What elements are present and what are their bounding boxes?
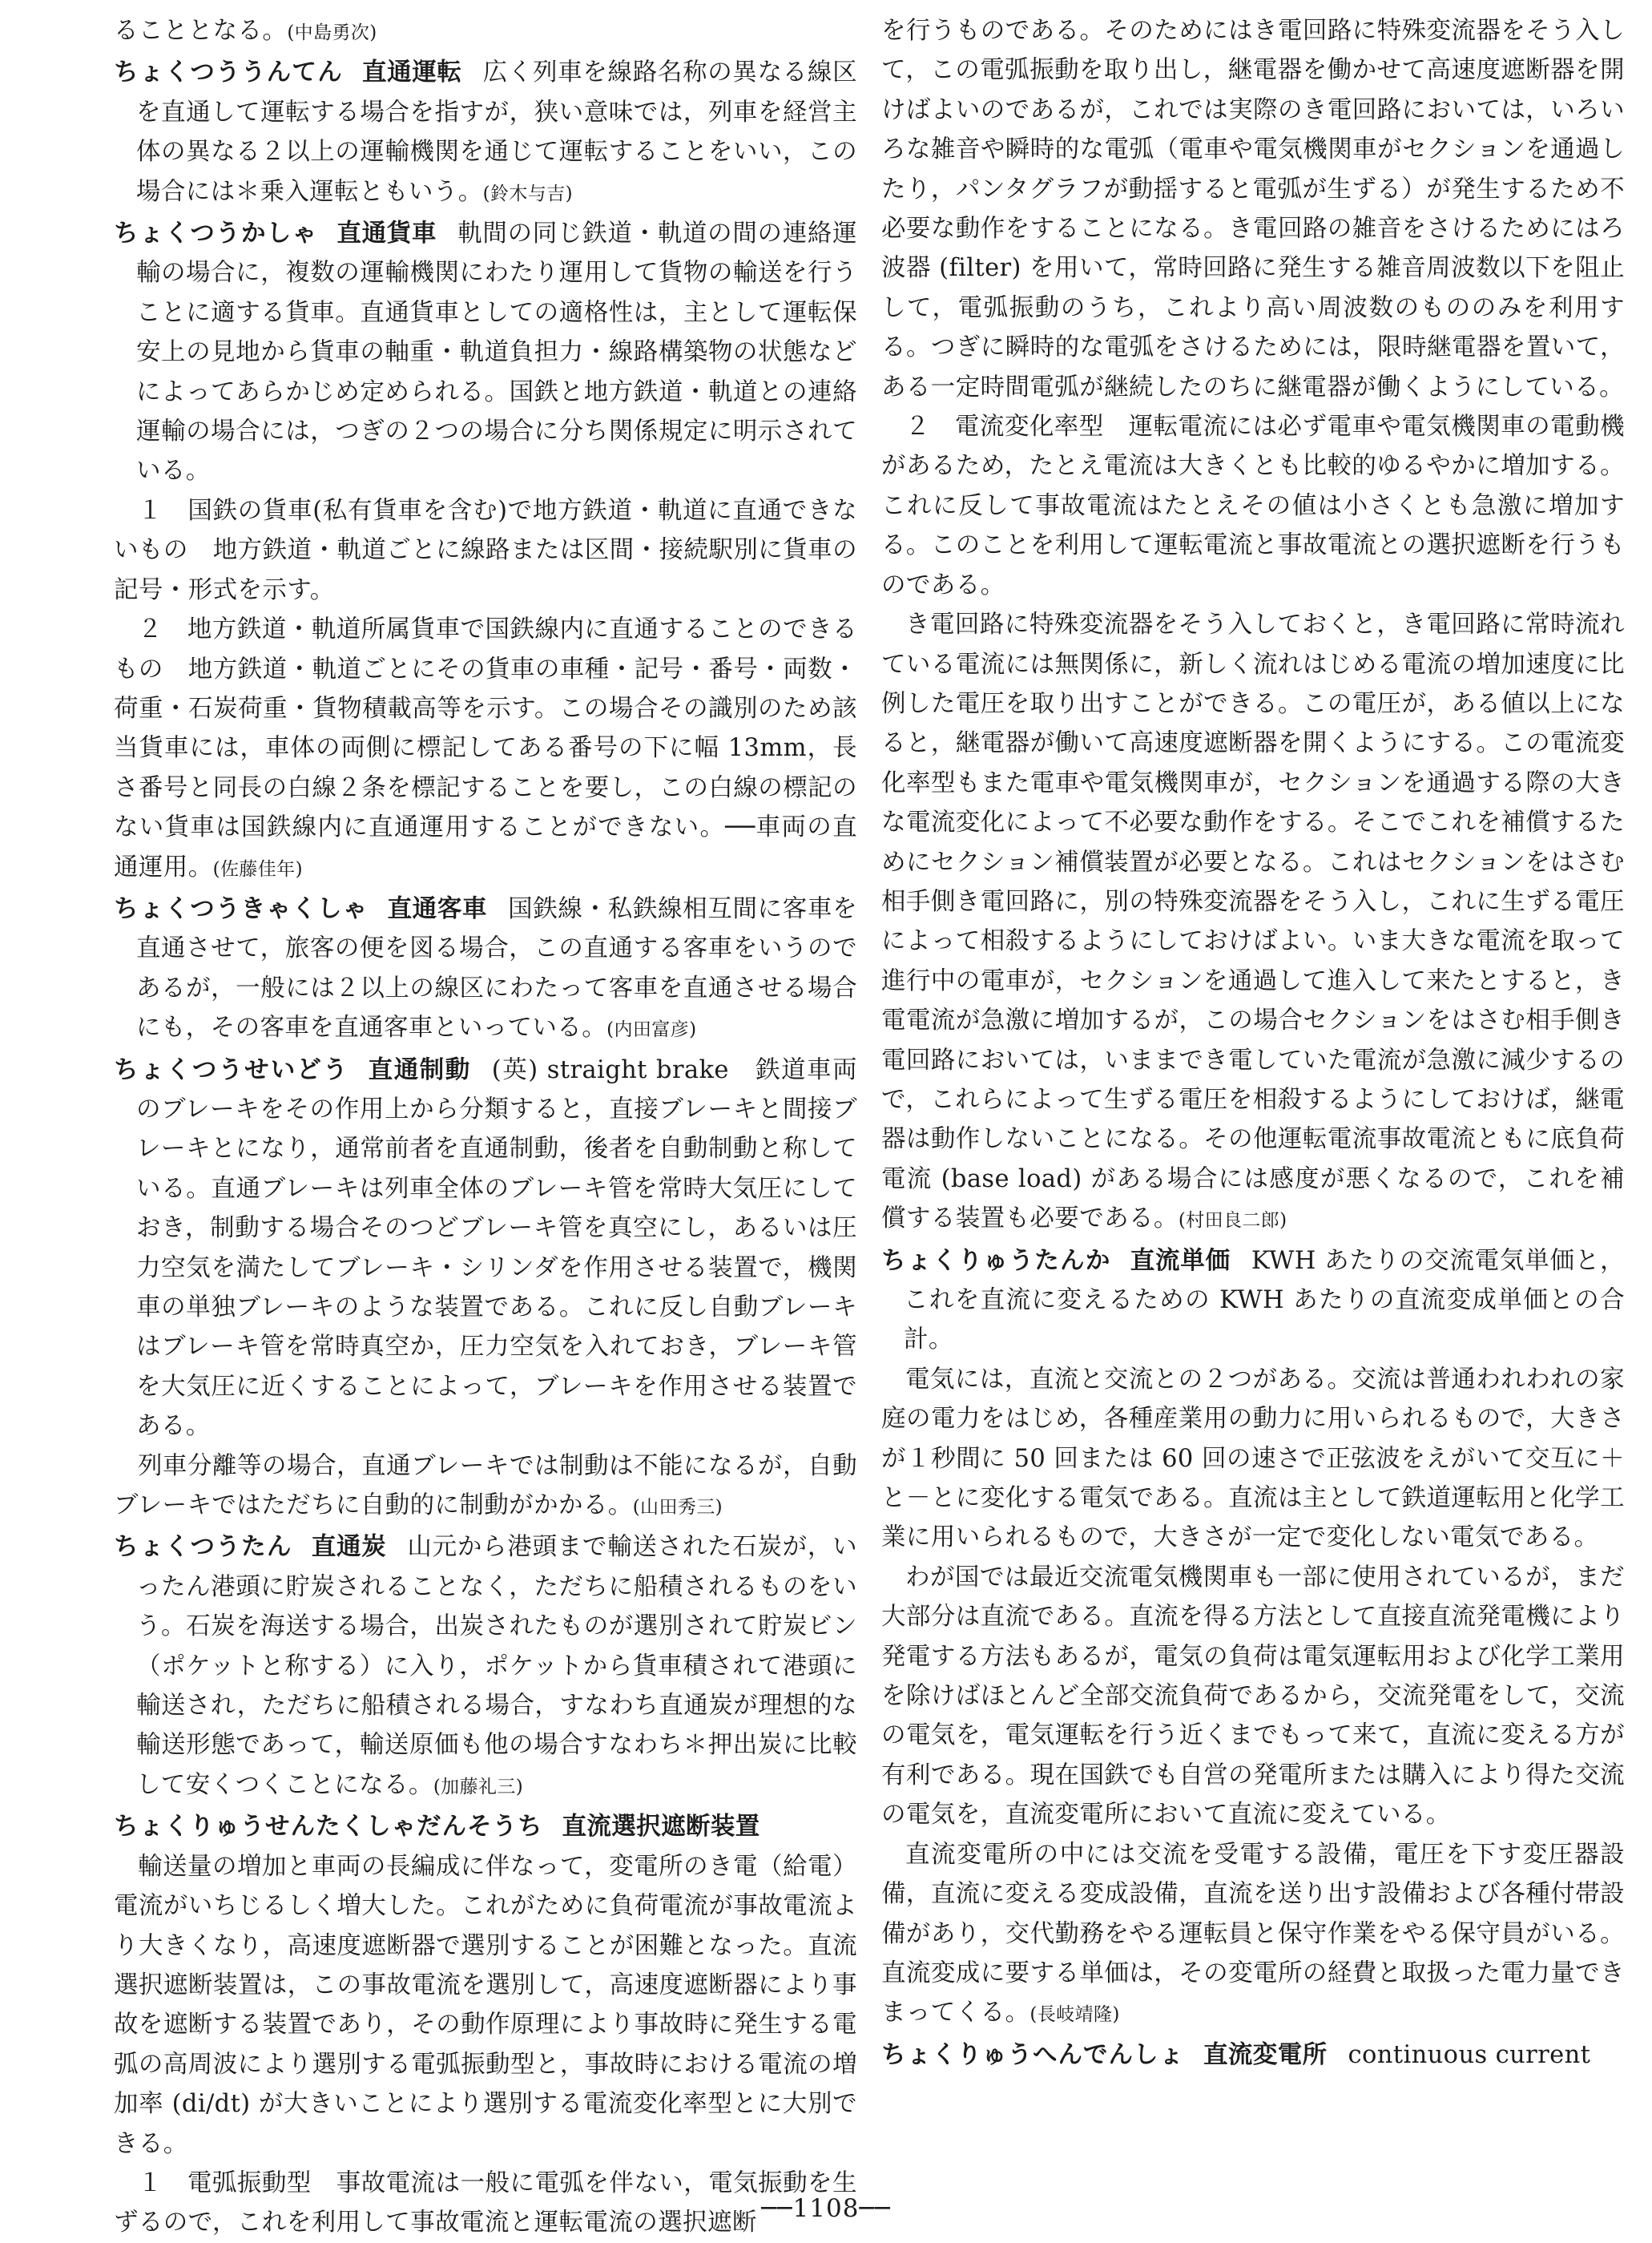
page-number: ──1108── — [761, 2194, 891, 2223]
paragraph — [114, 491, 857, 610]
entry-term: 直通貨車 — [336, 220, 437, 248]
entry-text: ２ 電流変化率型 運転電流には必ず電車や電気機関車の電動機があるため，たとえ電流は大きくとも比較的ゆるやかに増加する。これに反して事故電流はたとえその値は小さくとも急激に増加する。このことを利用して運転電流と事故電流との選択遮断を行うものである。 — [881, 413, 1625, 599]
entry-kana: ちょくつうせいどう — [114, 1055, 349, 1084]
entry-text: き電回路に特殊変流器をそう入しておくと，き電回路に常時流れている電流には無関係に，新しく流れはじめる電流の増加速度に比例した電圧を取り出すことができる。この電圧が，ある値以上になると，継電器が働いて高速度遮断器を開くようにする。この電流変化率型もまた電車や電気機関車が，セクションを通過する際の大きな電流変化によって不必要な動作をする。そこでこれを補償するためにセクション補償装置が必要となる。これはセクションをはさむ相手側き電回路に，別の特殊変流器をそう入し，これに生ずる電圧によって相殺するようにしておけばよい。いま大きな電流を取って進行中の電車が，セクションを通過して進入して来たとすると，き電電流が急激に増加するが，この場合セクションをはさむ相手側き電回路においては，いままでき電していた電流が急激に減少するので，これらによって生ずる電圧を相殺するようにしておけば，継電器は動作しないことになる。その他運転電流事故電流ともに底負荷電流 (base load) がある場合には感度が悪くなるので，これを補償する装置も必要である。 — [881, 611, 1625, 1233]
entry-text: 列車分離等の場合，直通ブレーキでは制動は不能になるが，自動ブレーキではただちに自動的に制動がかかる。 — [114, 1451, 857, 1520]
dictionary-entry — [881, 1241, 1625, 1360]
paragraph — [881, 1835, 1625, 2035]
author-credit: (中島勇次) — [287, 22, 377, 43]
entry-term: 直通客車 — [387, 894, 488, 923]
entry-text: 広く列車を線路名称の異なる線区を直通して運転する場合を指すが，狭い意味では，列車を経営主体の異なる２以上の運輸機関を通じて運転することをいい，この場合には＊乗入運転ともいう。 — [136, 58, 858, 206]
entry-text: 直流変電所の中には交流を受電する設備，電圧を下す変圧器設備，直流に変える変成設備，直流を送り出す設備および各種付帯設備があり，交代勤務をやる運転員と保守作業をやる保守員がいる。直流変成に要する単価は，その変電所の経費と取扱った電力量できまってくる。 — [881, 1840, 1625, 2027]
entry-text: ２ 地方鉄道・軌道所属貨車で国鉄線内に直通することのできるもの 地方鉄道・軌道ごとにその貨車の車種・記号・番号・両数・荷重・石炭荷重・貨物積載高等を示す。この場合その識別のため該当貨車には，車体の両側に標記してある番号の下に幅 13mm，長さ番号と同長の白線２条を標記することを要し，この白線の標記のない貨車は国鉄線内に直通運用することができない。──車両の直通運用。 — [114, 615, 857, 881]
entry-text: KWH あたりの交流電気単価と，これを直流に変えるための KWH あたりの直流変成単価との合計。 — [904, 1246, 1625, 1354]
dictionary-entry — [114, 890, 857, 1051]
entry-text: 軌間の同じ鉄道・軌道の間の連絡運輸の場合に，複数の運輸機関にわたり運用して貨物の輸送を行うことに適する貨車。直通貨車としての適格性は，主として運転保安上の見地から貨車の軸重・軌道負担力・線路構築物の状態などによってあらかじめ定められる。国鉄と地方鉄道・軌道との連絡運輸の場合には，つぎの２つの場合に分ち関係規定に明示されている。 — [136, 220, 858, 486]
paragraph — [114, 610, 857, 890]
entry-kana: ちょくつうきゃくしゃ — [114, 894, 369, 923]
entry-text: １ 国鉄の貨車(私有貨車を含む)で地方鉄道・軌道に直通できないもの 地方鉄道・軌道ごとに線路または区間・接続駅別に貨車の記号・形式を示す。 — [114, 496, 857, 604]
entry-text: ることとなる。 — [114, 17, 288, 45]
author-credit: (村田良二郎) — [1178, 1210, 1287, 1232]
author-credit: (佐藤佳年) — [212, 858, 303, 880]
paragraph — [881, 1360, 1625, 1558]
entry-text: 山元から港頭まで輸送された石炭が，いったん港頭に貯炭されることなく，ただちに船積されるものをいう。石炭を海送する場合，出炭されたものが選別されて貯炭ビン（ポケットと称する）に入り，ポケットから貨車積されて港頭に輸送され，ただちに船積される場合，すなわち直通炭が理想的な輸送形態であって，輸送原価も他の場合すなわち＊押出炭に比較して安くつくことになる。 — [136, 1533, 858, 1799]
entry-kana: ちょくりゅうたんか — [881, 1246, 1111, 1275]
dictionary-entry — [114, 1051, 857, 1446]
entry-term: 直流単価 — [1130, 1246, 1231, 1275]
left-column — [114, 11, 857, 2243]
paragraph — [881, 407, 1625, 605]
author-credit: (内田富彦) — [606, 1019, 697, 1041]
entry-term: 直通炭 — [311, 1533, 387, 1562]
entry-kana: ちょくつうかしゃ — [114, 220, 318, 248]
entry-kana: ちょくつううんてん — [114, 58, 343, 87]
entry-text: continuous current — [1348, 2040, 1591, 2069]
author-credit: (鈴木与吉) — [482, 183, 573, 204]
paragraph — [881, 11, 1625, 407]
dictionary-entry — [114, 53, 857, 214]
entry-text: １ 電弧振動型 事故電流は一般に電弧を伴ない，電気振動を生ずるので，これを利用して事故電流と運転電流の選択遮断 — [114, 2168, 857, 2237]
author-credit: (加藤礼三) — [433, 1776, 524, 1797]
entry-text: 輸送量の増加と車両の長編成に伴なって，変電所のき電（給電）電流がいちじるしく増大した。これがために負荷電流が事故電流より大きくなり，高速度遮断器で選別することが困難となった。直流選択遮断装置は，この事故電流を選別して，高速度遮断器により事故を遮断する装置であり，その動作原理により事故時に発生する電弧の高周波により選別する電弧振動型と，事故時における電流の増加率 (di/dt) が大きいことにより選別する電流変化率型とに大別できる。 — [114, 1852, 857, 2158]
dictionary-entry — [114, 214, 857, 491]
author-credit: (山田秀三) — [632, 1497, 723, 1519]
dictionary-entry — [881, 2035, 1625, 2075]
author-credit: (長岐靖隆) — [1029, 2004, 1120, 2026]
entry-kana: ちょくりゅうせんたくしゃだんそうち — [114, 1813, 543, 1842]
paragraph — [881, 605, 1625, 1241]
entry-term: 直流変電所 — [1203, 2040, 1328, 2069]
paragraph — [114, 1847, 857, 2164]
entry-text: 電気には，直流と交流との２つがある。交流は普通われわれの家庭の電力をはじめ，各種産業用の動力に用いられるもので，大きさが１秒間に 50 回または 60 回の速さで正弦波をえがいて交互に＋と－とに変化する電気である。直流は主として鉄道運転用と化学工業に用いられるもので，大きさが一定で変化しない電気である。 — [881, 1365, 1625, 1552]
entry-kana: ちょくりゅうへんでんしょ — [881, 2040, 1184, 2069]
entry-kana: ちょくつうたん — [114, 1533, 292, 1562]
entry-text: を行うものである。そのためにはき電回路に特殊変流器をそう入して，この電弧振動を取り出し，継電器を働かせて高速度遮断器を開けばよいのであるが，これでは実際のき電回路においては，いろいろな雑音や瞬時的な電弧（電車や電気機関車がセクションを通過したり，パンタグラフが動揺すると電弧が生ずる）が発生するため不必要な動作をすることになる。き電回路の雑音をさけるためにはろ波器 (filter) を用いて，常時回路に発生する雑音周波数以下を阻止して，電弧振動のうち，これより高い周波数のもののみを利用する。つぎに瞬時的な電弧をさけるためには，限時継電器を置いて，ある一定時間電弧が継続したのちに継電器が働くようにしている。 — [881, 17, 1625, 401]
entry-term: 直通制動 — [368, 1055, 471, 1084]
paragraph — [881, 1558, 1625, 1835]
entry-text: (英) straight brake 鉄道車両のブレーキをその作用上から分類すると，直接ブレーキと間接ブレーキとになり，通常前者を直通制動，後者を自動制動と称している。直通ブレーキは列車全体のブレーキ管を常時大気圧にしておき，制動する場合そのつどブレーキ管を真空にし，あるいは圧力空気を満たしてブレーキ・シリンダを作用させる装置で，機関車の単独ブレーキのような装置である。これに反し自動ブレーキはブレーキ管を常時真空か，圧力空気を入れておき，ブレーキ管を大気圧に近くすることによって，ブレーキを作用させる装置である。 — [136, 1055, 858, 1441]
dictionary-entry — [114, 1527, 857, 1807]
paragraph — [114, 11, 857, 53]
entry-text: わが国では最近交流電気機関車も一部に使用されているが，まだ大部分は直流である。直流を得る方法として直接直流発電機により発電する方法もあるが，電気の負荷は電気運転用および化学工業用を除けばほとんど全部交流負荷であるから，交流発電をして，交流の電気を，電気運転を行う近くまでもって来て，直流に変える方が有利である。現在国鉄でも自営の発電所または購入により得た交流の電気を，直流変電所において直流に変えている。 — [881, 1563, 1625, 1829]
entry-term: 直流選択遮断装置 — [562, 1813, 760, 1842]
entry-text: 国鉄線・私鉄線相互間に客車を直通させて，旅客の便を図る場合，この直通する客車をいうのであるが，一般には２以上の線区にわたって客車を直通させる場合にも，その客車を直通客車といっている。 — [136, 894, 857, 1043]
entry-term: 直通運転 — [361, 58, 462, 87]
right-column — [881, 11, 1625, 2075]
paragraph — [114, 1446, 857, 1528]
dictionary-entry — [114, 1807, 857, 1846]
